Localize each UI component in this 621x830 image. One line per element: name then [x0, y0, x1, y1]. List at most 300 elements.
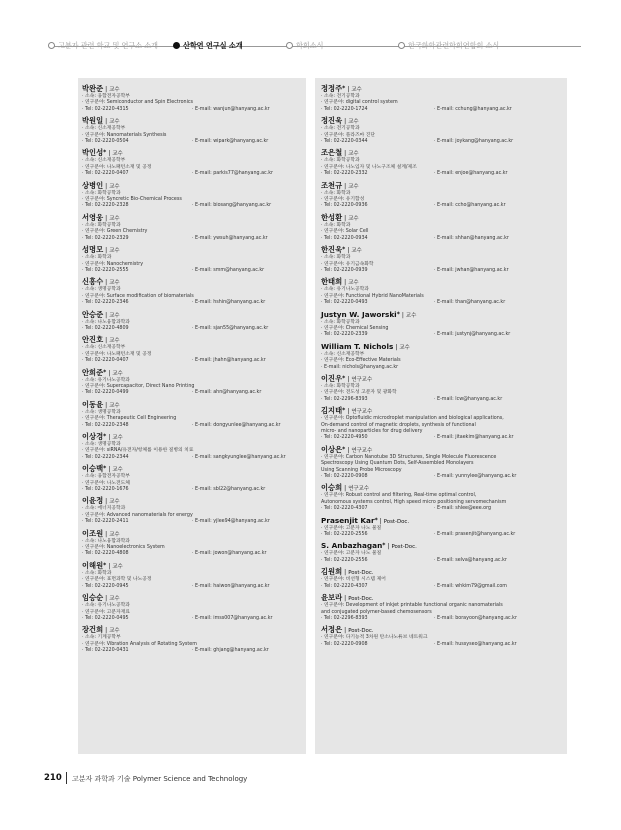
faculty-name: 이진우 [321, 373, 343, 383]
phone-number: · Tel: 02-2296-8393 [321, 396, 368, 402]
info-line: · 소속: 나노융합과학과 [82, 319, 130, 325]
separator: | [105, 311, 108, 319]
phone-number: · Tel: 02-2296-8393 [321, 615, 368, 621]
phone-number: · Tel: 02-2220-2332 [321, 171, 368, 177]
faculty-entry [82, 335, 302, 364]
faculty-entry [82, 310, 302, 333]
info-line: · 소속: 신소재공학부 [321, 351, 365, 357]
contact-row [321, 300, 563, 306]
faculty-name: S. Anbazhagan [321, 541, 383, 551]
contact-row [321, 236, 563, 242]
info-line: · 연구분야: Carbon Nanotube 3D Structures, Single Molecule Fluorescence [321, 454, 497, 460]
info-line: · E-mail: nichols@hanyang.ac.kr [321, 364, 399, 370]
email-address: · E-mail: prasenjit@hanyang.ac.kr [434, 532, 516, 538]
phone-number: · Tel: 02-2220-0407 [82, 358, 129, 364]
separator: | [401, 311, 404, 319]
nav-item-federation[interactable]: 한국화학관련학회연합회 소식 [398, 41, 499, 51]
info-line: · 연구분야: 비선형 시스템 제어 [321, 577, 386, 583]
contact-row [321, 107, 563, 113]
contact-row [82, 326, 302, 332]
faculty-name: 이승백 [82, 464, 104, 474]
contact-row [321, 558, 563, 564]
faculty-entry [321, 593, 563, 622]
faculty-name-line [82, 625, 302, 635]
phone-number: · Tel: 02-2220-0934 [321, 235, 368, 241]
faculty-entry [321, 541, 563, 564]
faculty-name-line [82, 529, 302, 539]
faculty-entry [82, 400, 302, 429]
faculty-entry [321, 374, 563, 403]
separator: | [108, 562, 111, 570]
separator: | [344, 182, 347, 190]
faculty-name-line [82, 148, 302, 158]
info-line: · 소속: 융합전자공학부 [82, 94, 130, 99]
separator: | [395, 343, 398, 351]
separator: | [105, 86, 108, 93]
phone-number: · Tel: 02-2220-0499 [82, 390, 129, 396]
separator: | [347, 446, 350, 454]
faculty-name: 박원일 [82, 116, 104, 126]
email-address: · E-mail: biosang@hanyang.ac.kr [192, 203, 272, 209]
email-address: · E-mail: ywsuh@hanyang.ac.kr [192, 235, 268, 241]
contact-row [82, 519, 302, 525]
faculty-name: 한성환 [321, 212, 343, 222]
email-address: · E-mail: shhan@hanyang.ac.kr [434, 235, 509, 241]
faculty-title: 교수 [112, 435, 123, 441]
phone-number: · Tel: 02-2220-4809 [82, 325, 129, 331]
separator: | [344, 627, 347, 635]
info-line: · 소속: 전기공학과 [321, 126, 360, 132]
star-marker: * [103, 149, 107, 157]
contact-row [82, 300, 302, 306]
contact-row [82, 423, 302, 429]
info-line: · 소속: 화학공학과 [321, 319, 360, 325]
email-address: · E-mail: imss007@hanyang.ac.kr [192, 615, 273, 621]
info-line: · 소속: 신소재공학부 [82, 345, 126, 351]
faculty-title: 교수 [109, 87, 120, 93]
contact-row [82, 584, 302, 590]
faculty-name: 박인성 [82, 148, 104, 158]
faculty-title: 교수 [348, 280, 359, 287]
faculty-title: 교수 [348, 183, 359, 190]
info-line: · 소속: 유기나노공학과 [82, 603, 130, 609]
star-marker: * [103, 433, 107, 440]
faculty-entry [82, 561, 302, 590]
faculty-name-line [82, 561, 302, 571]
info-line: · 소속: 화학과 [321, 222, 351, 228]
separator: | [344, 485, 347, 493]
faculty-name-line [321, 213, 563, 223]
faculty-name: 안진호 [82, 335, 104, 345]
faculty-name-line [82, 335, 302, 345]
info-line: · 연구분야: 전도성 고분자 및 광화학 [321, 390, 397, 396]
phone-number: · Tel: 02-2220-2344 [82, 454, 129, 460]
faculty-name-line [321, 445, 563, 455]
faculty-name-line [82, 245, 302, 255]
info-line: · 연구분야: 고분자 나노 물질 [321, 551, 382, 557]
faculty-name: 김원희 [321, 567, 343, 577]
faculty-name: 정진욱 [321, 116, 343, 126]
faculty-name-line [321, 374, 563, 384]
faculty-entry [321, 181, 563, 210]
footer-divider [66, 772, 67, 784]
faculty-title: 교수 [109, 119, 120, 126]
page-number: 210 [44, 773, 62, 783]
faculty-entry [82, 368, 302, 397]
faculty-name: 한진욱 [321, 245, 343, 255]
faculty-name-line [321, 277, 563, 287]
email-address: · E-mail: wanjun@hanyang.ac.kr [192, 106, 270, 112]
faculty-name-line [321, 567, 563, 577]
faculty-entry [82, 181, 302, 210]
email-address: · E-mail: enjoe@hanyang.ac.kr [434, 171, 508, 177]
section-nav [0, 0, 621, 70]
phone-number: · Tel: 02-2220-4307 [321, 583, 368, 589]
info-line: Autonomous systems control, High speed micro positioning servomechanism [321, 499, 507, 505]
faculty-name-line [82, 368, 302, 378]
contact-row [82, 487, 302, 493]
faculty-title: 교수 [112, 467, 123, 474]
info-line: Spectroscopy Using Quantum Dots, Self-Assembled Monolayers [321, 461, 474, 467]
separator: | [108, 434, 111, 441]
info-line: · 연구분야: 표면과학 및 나노공정 [82, 577, 152, 583]
info-line: · 소속: 화학공학과 [82, 222, 121, 228]
circle-icon [398, 42, 405, 49]
info-line: · 연구분야: Nanoelectronics System [82, 545, 165, 551]
email-address: · E-mail: shlee@eee.org [434, 506, 492, 512]
faculty-name-line [321, 541, 563, 551]
faculty-name-line [82, 277, 302, 287]
faculty-title: 교수 [405, 312, 417, 319]
email-address: · E-mail: dongyunlee@hanyang.ac.kr [192, 422, 281, 428]
phone-number: · Tel: 02-2220-1724 [321, 106, 368, 112]
faculty-title: 교수 [109, 280, 120, 287]
separator: | [344, 214, 347, 222]
email-address: · E-mail: sangkyunglee@hanyang.ac.kr [192, 454, 286, 460]
info-line: · 연구분야: Nanomaterials Synthesis [82, 132, 167, 138]
faculty-title: 교수 [109, 248, 120, 255]
faculty-title: 교수 [351, 248, 362, 255]
contact-row [321, 584, 563, 590]
faculty-entry [82, 529, 302, 558]
faculty-entry [82, 496, 302, 525]
info-line: · 소속: 생명공학과 [82, 409, 121, 415]
phone-number: · Tel: 02-2220-2328 [82, 203, 129, 209]
phone-number: · Tel: 02-2220-2346 [82, 300, 129, 306]
faculty-title: Post-Doc. [383, 518, 410, 525]
info-line: · 소속: 화학과 [82, 255, 112, 261]
phone-number: · Tel: 02-2220-1676 [82, 487, 129, 493]
faculty-name: 상병인 [82, 180, 104, 190]
info-line: · 소속: 유기나노공학과 [82, 377, 130, 383]
star-marker: * [342, 407, 346, 415]
info-line: · 연구분야: Green Chemistry [82, 229, 148, 235]
separator: | [105, 498, 108, 506]
faculty-entry [82, 625, 302, 654]
faculty-name: 서정은 [321, 625, 343, 635]
faculty-name: 한태희 [321, 277, 343, 287]
info-line: · 연구분야: digital control system [321, 100, 398, 106]
contact-row [321, 397, 563, 403]
info-line: · 연구분야: 플라즈마 진단 [321, 132, 376, 138]
info-line: · 연구분야: Supercapacitor, Direct Nano Printing [82, 383, 195, 389]
faculty-title: 교수 [348, 151, 359, 158]
info-line: and conjugated polymer-based chemosensors [321, 609, 432, 615]
email-address: · E-mail: sjan55@hanyang.ac.kr [192, 325, 269, 331]
faculty-name: 이동윤 [82, 399, 104, 409]
info-line: · 연구분야: 유기합성 [321, 197, 365, 203]
faculty-name-line [321, 625, 563, 635]
info-line: · 연구분야: Functional Hybrid NanoMaterials [321, 293, 424, 299]
info-line: · 소속: 화학공학과 [82, 190, 121, 196]
faculty-name-line [82, 400, 302, 410]
info-line: · 연구분야: Therapeutic Cell Engineering [82, 416, 177, 422]
email-address: · E-mail: selva@hanyang.ac.kr [434, 557, 507, 563]
faculty-entry [321, 406, 563, 442]
phone-number: · Tel: 02-2220-0908 [321, 641, 368, 647]
info-line: · 연구분야: 나노패턴소재 및 공정 [82, 351, 152, 357]
faculty-title: 교수 [348, 119, 359, 126]
separator: | [105, 595, 108, 603]
faculty-name-line [82, 84, 302, 94]
info-line: · 소속: 전기공학과 [321, 94, 360, 99]
email-address: · E-mail: jwhan@hanyang.ac.kr [434, 267, 509, 273]
star-marker: * [342, 85, 346, 92]
faculty-name: 이상경 [82, 432, 104, 441]
info-line: · 소속: 기계공학부 [82, 635, 121, 641]
star-marker: * [382, 542, 386, 550]
email-address: · E-mail: ghjang@hanyang.ac.kr [192, 648, 269, 654]
contact-row [82, 358, 302, 364]
contact-row [82, 648, 302, 654]
info-line: · 소속: 화학공학과 [321, 158, 360, 164]
faculty-name: 정정주 [321, 84, 343, 93]
star-marker: * [374, 516, 378, 524]
faculty-entry [82, 213, 302, 242]
faculty-title: 연구교수 [351, 376, 373, 383]
faculty-title: 교수 [109, 499, 120, 506]
separator: | [108, 150, 111, 158]
info-line: · 소속: 생명공학과 [82, 442, 121, 447]
faculty-title: 교수 [351, 87, 362, 93]
contact-row [321, 642, 563, 648]
separator: | [105, 247, 108, 255]
info-line: On-demand control of magnetic droplets, synthesis of functional [321, 422, 476, 428]
faculty-title: 교수 [399, 344, 410, 351]
email-address: · E-mail: smm@hanyang.ac.kr [192, 267, 265, 273]
faculty-title: 교수 [112, 563, 123, 570]
faculty-title: Post-Doc. [348, 570, 374, 577]
faculty-entry [321, 516, 563, 539]
info-line: · 소속: 생명공학과 [82, 287, 121, 293]
faculty-name: Justyn W. Jaworski [321, 309, 397, 319]
phone-number: · Tel: 02-2220-0908 [321, 474, 368, 480]
info-line: · 소속: 화학공학과 [321, 383, 360, 389]
faculty-name-line [82, 213, 302, 223]
phone-number: · Tel: 02-2220-0495 [82, 615, 129, 621]
email-address: · E-mail: lcw@hanyang.ac.kr [434, 396, 503, 402]
faculty-name-line [321, 483, 563, 493]
info-line: · 소속: 에너지공학과 [82, 506, 126, 512]
faculty-name-line [82, 310, 302, 320]
faculty-entry [321, 342, 563, 371]
contact-row [321, 616, 563, 622]
separator: | [105, 279, 108, 287]
circle-icon [173, 42, 180, 49]
faculty-entry [321, 116, 563, 145]
nav-item-labs[interactable]: 산학연 연구실 소개 [173, 41, 243, 51]
faculty-title: 교수 [109, 531, 120, 538]
faculty-name-line [82, 496, 302, 506]
faculty-title: 교수 [109, 183, 120, 190]
faculty-title: 교수 [109, 312, 120, 319]
phone-number: · Tel: 02-2220-0936 [321, 203, 368, 209]
faculty-name-line [321, 148, 563, 158]
separator: | [344, 279, 347, 287]
nav-item-news[interactable]: 학회소식 [286, 41, 323, 51]
contact-row [321, 171, 563, 177]
faculty-name: 안희준 [82, 367, 104, 377]
faculty-name: 윤보라 [321, 593, 343, 603]
faculty-name-line [321, 342, 563, 352]
info-line: · 연구분야: 유기금속화학 [321, 261, 374, 267]
email-address: · E-mail: ahn@hanyang.ac.kr [192, 390, 262, 396]
faculty-name-line [321, 310, 563, 320]
faculty-entry [82, 84, 302, 113]
faculty-entry [321, 567, 563, 590]
info-line: · 연구분야: Surface modification of biomaterials [82, 293, 194, 299]
email-address: · E-mail: jhahn@hanyang.ac.kr [192, 358, 266, 364]
faculty-name-line [82, 432, 302, 442]
separator: | [347, 408, 350, 416]
separator: | [105, 401, 108, 409]
faculty-name-line [82, 181, 302, 191]
phone-number: · Tel: 02-2220-4307 [321, 506, 368, 512]
info-line: · 연구분야: Vibration Analysis of Rotating System [82, 641, 197, 647]
faculty-entry [82, 116, 302, 145]
contact-row [321, 268, 563, 274]
phone-number: · Tel: 02-2220-2555 [82, 267, 129, 273]
separator: | [344, 569, 347, 577]
email-address: · E-mail: than@hanyang.ac.kr [434, 300, 506, 306]
faculty-title: 교수 [109, 402, 120, 409]
circle-icon [48, 42, 55, 49]
info-line: · 소속: 융합전자공학부 [82, 474, 130, 480]
nav-item-schools[interactable]: 고분자 관련 학교 및 연구소 소개 [48, 41, 158, 51]
separator: | [108, 369, 111, 377]
star-marker: * [342, 374, 346, 382]
separator: | [347, 86, 350, 93]
faculty-entry [321, 148, 563, 177]
faculty-name: Prasenjit Kar [321, 515, 375, 525]
contact-row [82, 616, 302, 622]
faculty-title: Post-Doc. [348, 628, 374, 635]
info-line: · 연구분야: Nanochemistry [82, 261, 144, 267]
separator: | [105, 530, 108, 538]
email-address: · E-mail: jitaekim@hanyang.ac.kr [434, 435, 514, 441]
info-line: · 연구분야: 다기능적 3차원 탄소나노튜브 네트워크 [321, 635, 428, 641]
info-line: · 연구분야: 나노패턴소재 및 공정 [82, 164, 152, 170]
faculty-name: 김지태 [321, 406, 343, 416]
info-line: · 연구분야: 고분자재료 [82, 609, 130, 615]
faculty-name-line [321, 181, 563, 191]
star-marker: * [342, 246, 346, 254]
faculty-title: 연구교수 [351, 447, 373, 454]
faculty-name-line [82, 464, 302, 474]
faculty-entry [82, 277, 302, 306]
faculty-title: Post-Doc. [391, 544, 417, 551]
faculty-entry [321, 310, 563, 339]
separator: | [105, 627, 108, 635]
phone-number: · Tel: 02-2220-2556 [321, 557, 368, 563]
phone-number: · Tel: 02-2220-4808 [82, 551, 129, 557]
star-marker: * [103, 465, 107, 473]
email-address: · E-mail: jowon@hanyang.ac.kr [192, 551, 267, 557]
info-line: · 연구분야: Development of inkjet printable functional organic nanomaterials [321, 603, 503, 609]
contact-row [321, 203, 563, 209]
contact-row [82, 551, 302, 557]
info-line: · 소속: 화학과 [321, 190, 351, 196]
phone-number: · Tel: 02-2220-0431 [82, 648, 129, 654]
contact-row [321, 474, 563, 480]
faculty-name: 신흥수 [82, 277, 104, 287]
info-line: · 소속: 화학과 [321, 255, 351, 261]
email-address: · E-mail: yunnylee@hanyang.ac.kr [434, 474, 517, 480]
faculty-title: 교수 [109, 215, 120, 222]
faculty-title: 연구교수 [348, 486, 370, 493]
faculty-title: 교수 [109, 596, 120, 603]
contact-row [82, 455, 302, 461]
contact-row [321, 506, 563, 512]
contact-row [82, 268, 302, 274]
phone-number: · Tel: 02-2220-2339 [321, 332, 368, 338]
star-marker: * [342, 445, 346, 453]
star-marker: * [103, 368, 107, 376]
faculty-entry [321, 625, 563, 648]
info-line: · 소속: 신소재공학부 [82, 126, 126, 132]
faculty-name: 박완준 [82, 84, 104, 93]
star-marker: * [396, 310, 400, 318]
info-line: · 연구분야: 고분자 나노 물질 [321, 525, 382, 531]
faculty-name-line [321, 516, 563, 526]
info-line: · 연구분야: 나노전도체 [82, 480, 130, 486]
faculty-title: 연구교수 [351, 409, 373, 416]
faculty-name-line [321, 84, 563, 94]
separator: | [379, 517, 382, 525]
info-line: · 연구분야: Syncretic Bio-Chemical Process [82, 197, 182, 203]
phone-number: · Tel: 02-2220-4950 [321, 435, 368, 441]
faculty-entry [82, 148, 302, 177]
phone-number: · Tel: 02-2220-2348 [82, 422, 129, 428]
phone-number: · Tel: 02-2220-4315 [82, 106, 129, 112]
email-address: · E-mail: joykang@hanyang.ac.kr [434, 139, 514, 145]
faculty-name: 임승순 [82, 593, 104, 603]
phone-number: · Tel: 02-2220-0493 [321, 300, 368, 306]
email-address: · E-mail: sbl22@hanyang.ac.kr [192, 487, 266, 493]
info-line: · 소속: 유기나노공학과 [321, 287, 369, 293]
phone-number: · Tel: 02-2220-0407 [82, 171, 129, 177]
page-footer [0, 770, 621, 790]
info-line: · 연구분야: siRNA/유전자/항체를 이용한 질병의 치료 [82, 448, 194, 454]
faculty-title: 교수 [348, 215, 359, 222]
separator: | [344, 150, 347, 158]
separator: | [105, 182, 108, 190]
contact-row [321, 435, 563, 441]
info-line: · 연구분야: Solar Cell [321, 229, 369, 235]
email-address: · E-mail: ccho@hanyang.ac.kr [434, 203, 506, 209]
separator: | [347, 247, 350, 255]
contact-row [82, 139, 302, 145]
